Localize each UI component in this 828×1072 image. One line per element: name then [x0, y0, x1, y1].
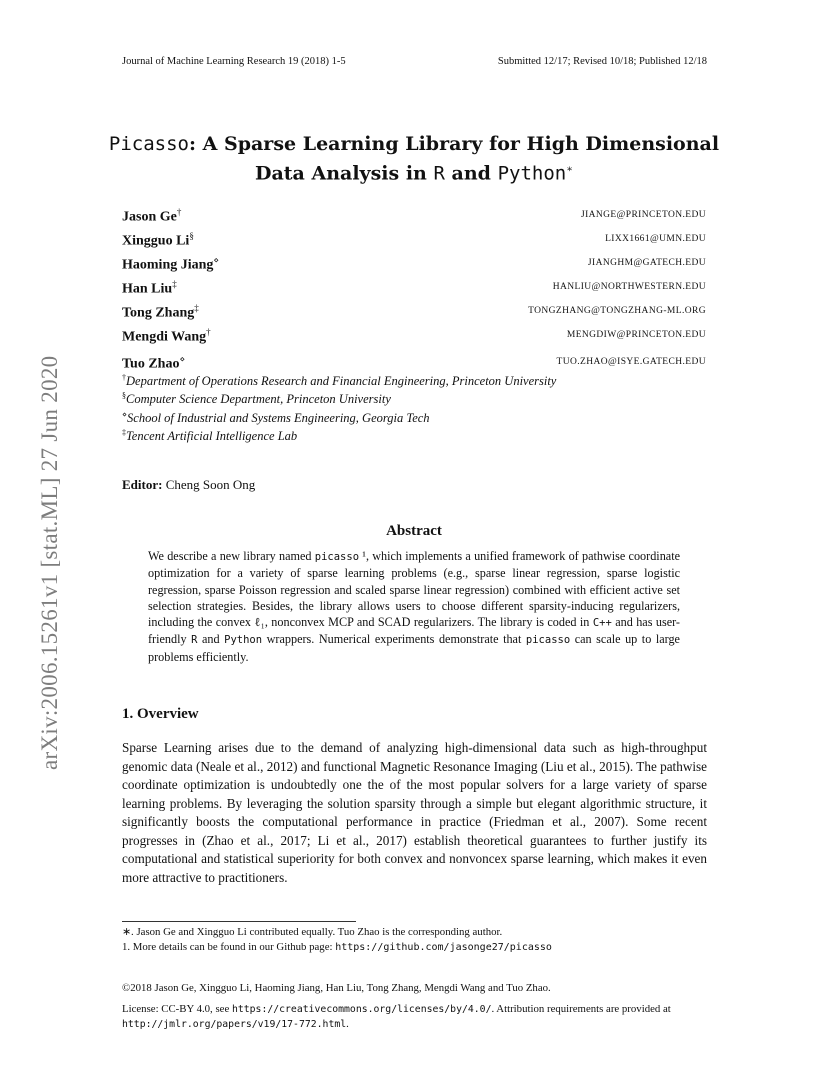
license	[122, 1002, 707, 1032]
author-name: Han Liu	[122, 281, 173, 297]
paper-link[interactable]: http://jmlr.org/papers/v19/17-772.html	[122, 1019, 347, 1030]
abstract-code: C++	[592, 617, 612, 630]
affiliation-text: Tencent Artificial Intelligence Lab	[126, 429, 298, 444]
affiliation-mark: ⋄	[122, 410, 128, 419]
title-lang-python: Python	[497, 162, 567, 185]
arxiv-stamp: arXiv:2006.15261v1 [stat.ML] 27 Jun 2020	[37, 355, 62, 770]
section-heading: 1. Overview	[122, 706, 199, 722]
editor-line	[122, 477, 255, 493]
author-name: Xingguo Li	[122, 233, 190, 249]
abstract-text: and has user-friendly	[148, 615, 680, 647]
abstract-code: Python	[224, 634, 263, 647]
title-lang-r: R	[433, 162, 445, 185]
footnote-star: ∗. Jason Ge and Xingguo Li contributed equally. Tuo Zhao is the corresponding author.	[122, 926, 503, 938]
license-text: . Attribution requirements are provided at	[491, 1003, 671, 1015]
affiliation-text: School of Industrial and Systems Engineering, Georgia Tech	[127, 411, 430, 426]
footnote-text: 1. More details can be found in our Github page:	[122, 941, 336, 953]
author-mark: ⋄	[213, 255, 220, 265]
author-mark: ‡	[172, 279, 177, 289]
author-email[interactable]: JIANGHM@GATECH.EDU	[587, 258, 706, 268]
author-name: Jason Ge	[122, 209, 177, 225]
copyright: ©2018 Jason Ge, Xingguo Li, Haoming Jiang, Han Liu, Tong Zhang, Mengdi Wang and Tuo Zhao.	[122, 982, 551, 994]
author-row	[122, 303, 706, 325]
author-mark: ⋄	[179, 354, 186, 364]
editor-name: Cheng Soon Ong	[165, 477, 256, 492]
journal-header: Journal of Machine Learning Research 19 (2018) 1-5	[122, 56, 346, 67]
title-line1: : A Sparse Learning Library for High Dimensional	[189, 133, 720, 155]
title-line2: Data Analysis in	[254, 162, 434, 185]
abstract-text: and	[197, 632, 225, 647]
author-mark: ‡	[194, 303, 199, 313]
affiliation	[122, 428, 297, 444]
abstract-code: R	[191, 634, 198, 647]
affiliation-mark: ‡	[122, 428, 126, 437]
abstract-text: wrappers. Numerical experiments demonstrate that	[262, 632, 526, 647]
author-row	[122, 255, 706, 277]
author-name: Haoming Jiang	[122, 257, 214, 273]
abstract-code: picasso	[525, 634, 571, 647]
author-mark: †	[206, 327, 211, 337]
author-email[interactable]: TONGZHANG@TONGZHANG-ML.ORG	[528, 306, 706, 316]
abstract-text: ¹, which implements a unified framework of pathwise coordinate optimization for a variety of sparse learning problems (e.g., sparse linear regression, sparse logistic regression, sparse Poisson regression and scaled sparse linear regression) combined with efficient active set selection strategies. Besides, the library allows users to choose different sparsity-inducing regularizers, including the convex ℓ₁, nonconvex MCP and SCAD regularizers. The library is coded in	[148, 549, 680, 630]
affiliation-text: Computer Science Department, Princeton University	[126, 392, 391, 407]
author-row	[122, 327, 706, 349]
author-name: Mengdi Wang	[122, 329, 207, 345]
license-link[interactable]: https://creativecommons.org/licenses/by/4.0/	[231, 1004, 492, 1015]
title-code-name: Picasso	[108, 133, 189, 155]
title-footnote-mark: ∗	[566, 164, 574, 175]
github-link[interactable]: https://github.com/jasonge27/picasso	[335, 942, 552, 953]
author-email[interactable]: TUO.ZHAO@ISYE.GATECH.EDU	[556, 357, 706, 367]
author-name: Tuo Zhao	[122, 356, 180, 372]
footnote-1	[122, 941, 552, 953]
paper-title	[100, 132, 728, 186]
title-and: and	[444, 162, 498, 185]
footnote-divider	[122, 921, 356, 922]
abstract-text: We describe a new library named	[148, 549, 315, 563]
author-name: Tong Zhang	[122, 305, 195, 321]
abstract-code: picasso	[314, 551, 360, 563]
author-email[interactable]: LIXX1661@UMN.EDU	[605, 234, 706, 244]
author-row	[122, 279, 706, 301]
abstract-text: can scale up to large problems efficiently.	[148, 632, 680, 664]
submission-dates: Submitted 12/17; Revised 10/18; Published 12/18	[497, 56, 707, 67]
affiliation-mark: †	[122, 373, 126, 382]
editor-label: Editor:	[122, 477, 163, 492]
author-email[interactable]: JIANGE@PRINCETON.EDU	[580, 210, 706, 220]
affiliation-text: Department of Operations Research and Financial Engineering, Princeton University	[126, 374, 557, 389]
abstract-body	[148, 548, 680, 665]
affiliation	[122, 391, 391, 407]
author-email[interactable]: MENGDIW@PRINCETON.EDU	[566, 330, 706, 340]
author-mark: §	[189, 231, 194, 241]
license-text: .	[346, 1018, 349, 1030]
affiliation	[122, 373, 556, 389]
license-text: License: CC-BY 4.0, see	[122, 1003, 232, 1015]
author-email[interactable]: HANLIU@NORTHWESTERN.EDU	[552, 282, 706, 292]
affiliation-mark: §	[122, 391, 126, 400]
affiliation	[122, 410, 430, 426]
abstract-heading: Abstract	[386, 523, 442, 539]
section-body: Sparse Learning arises due to the demand of analyzing high-dimensional data such as high-throughput genomic data (Neale et al., 2012) and functional Magnetic Resonance Imaging (Liu et al., 2015). The pathwise coordinate optimization is undoubtedly one the of the most popular solvers for a large variety of sparse learning problems. By leveraging the solution sparsity through a simple but elegant algorithmic structure, it significantly boosts the computational performance in practice (Friedman et al., 2007). Some recent progresses in (Zhao et al., 2017; Li et al., 2017) establish theoretical guarantees to further justify its computational and statistical superiority for both convex and nonvoncex sparse learning, which makes it even more attractive to practitioners.	[122, 740, 707, 885]
author-row	[122, 207, 706, 229]
author-mark: †	[176, 207, 182, 217]
author-row	[122, 231, 706, 253]
